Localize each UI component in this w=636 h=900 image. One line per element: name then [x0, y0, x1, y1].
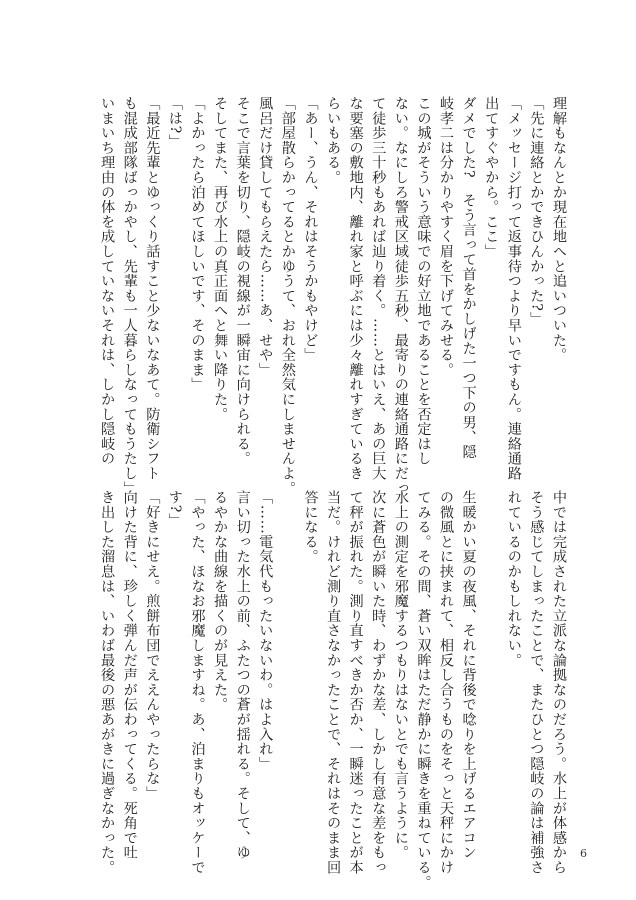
lower-text-block: [96, 490, 570, 890]
text-line: 「は?」: [166, 96, 183, 149]
text-line: 言い切った水上の前、ふたつの蒼が揺れる。そして、ゆ: [234, 490, 251, 860]
text-line: 「やった、ほなお邪魔しますね。あ、泊まりもオッケーで: [189, 490, 206, 875]
text-line: 「メッセージ打って返事待つより早いですもん。連絡通路: [505, 96, 522, 481]
text-line: 当だ。けれど測り直さなかったことで、それはそのまま回: [325, 490, 342, 875]
text-line: れているのかもしれない。: [505, 490, 522, 668]
text-line: き出した溜息は、いわば最後の悪あがきに過ぎなかった。: [99, 490, 116, 875]
text-line: いまいち理由の体を成していないそれは、しかし隠岐の: [99, 96, 116, 466]
text-line: そしてまた、再び水上の真正面へと舞い降りた。: [212, 96, 229, 422]
text-line: [276, 490, 299, 835]
page-number: 6: [580, 847, 587, 860]
text-line: てみる。その間、蒼い双眸はただ静かに瞬きを重ねている。: [415, 490, 432, 890]
text-line: 向けた背に、珍しく弾んだ声が伝わってくる。死角で吐: [121, 490, 138, 860]
text-line: 岐孝二は分かりやすく眉を下げてみせる。: [438, 96, 455, 378]
text-line: 水上の測定を邪魔するつもりはないとでも言うように。: [392, 490, 409, 860]
text-line: ダメでした? そう言って首をかしげた一つ下の男、隠: [460, 96, 477, 460]
text-line: 「よかったら泊めてほしいです、そのまま」: [189, 96, 206, 392]
text-line: 答になる。: [302, 490, 319, 564]
text-line: らいもある。: [325, 96, 342, 185]
text-line: そこで言葉を切り、隠岐の視線が一瞬宙に向けられる。: [234, 96, 251, 466]
text-line: ない。なにしろ警戒区域徒歩五秒、最寄りの連絡通路にだっ: [392, 96, 409, 496]
text-line: るやかな曲線を描くのが見えた。: [212, 490, 229, 712]
text-line: 「好きにせえ。煎餅布団でええんやったらな」: [144, 490, 161, 801]
text-line: 次に蒼色が瞬いた時、わずかな差、しかし有意な差をもっ: [370, 490, 387, 875]
text-line: [480, 490, 503, 835]
text-line: て秤が振れた。測り直すべきか否か、一瞬迷ったことが本: [347, 490, 364, 875]
text-line: 中では完成された立派な論拠なのだろう。水上が体感から: [551, 490, 567, 875]
text-line: そう感じてしまったことで、またひとつ隠岐の論は補強さ: [528, 490, 545, 875]
text-line: 風呂だけ貸してもらえたら……あ、せや」: [257, 96, 274, 378]
text-line: す?」: [166, 490, 183, 528]
text-line: 出てすぐやから。ここ」: [483, 96, 500, 259]
text-line: 「……電気代もったいないわ。はよ入れ」: [257, 490, 274, 772]
text-line: 「先に連絡とかできひんかった?」: [528, 96, 545, 327]
upper-text-block: [96, 96, 570, 496]
text-line: この城がそういう意味での好立地であることを否定はし: [415, 96, 432, 466]
text-line: 生暖かい夏の夜風、それに背後で唸りを上げるエアコン: [460, 490, 477, 860]
text-line: な要塞の敷地内、離れ家と呼ぶには少々離れすぎているき: [347, 96, 364, 481]
text-line: の微風とに挟まれて、相反し合うものをそっと天秤にかけ: [438, 490, 455, 875]
text-line: 理解もなんとか現在地へと追いついた。: [551, 96, 567, 363]
text-line: 「最近先輩とゆっくり話すこと少ないなあて。防衛シフト: [144, 96, 161, 481]
text-line: 「あー、うん、それはそうかもやけど」: [302, 96, 319, 363]
text-line: て徒歩三十秒もあれば辿り着く。……とはいえ、あの巨大: [370, 96, 387, 481]
text-line: 「部屋散らかってるとかゆうて、おれ全然気にしませんよ。: [279, 96, 296, 496]
text-line: も混成部隊ばっかやし、先輩も一人暮らしなってもうたし」: [121, 96, 138, 496]
